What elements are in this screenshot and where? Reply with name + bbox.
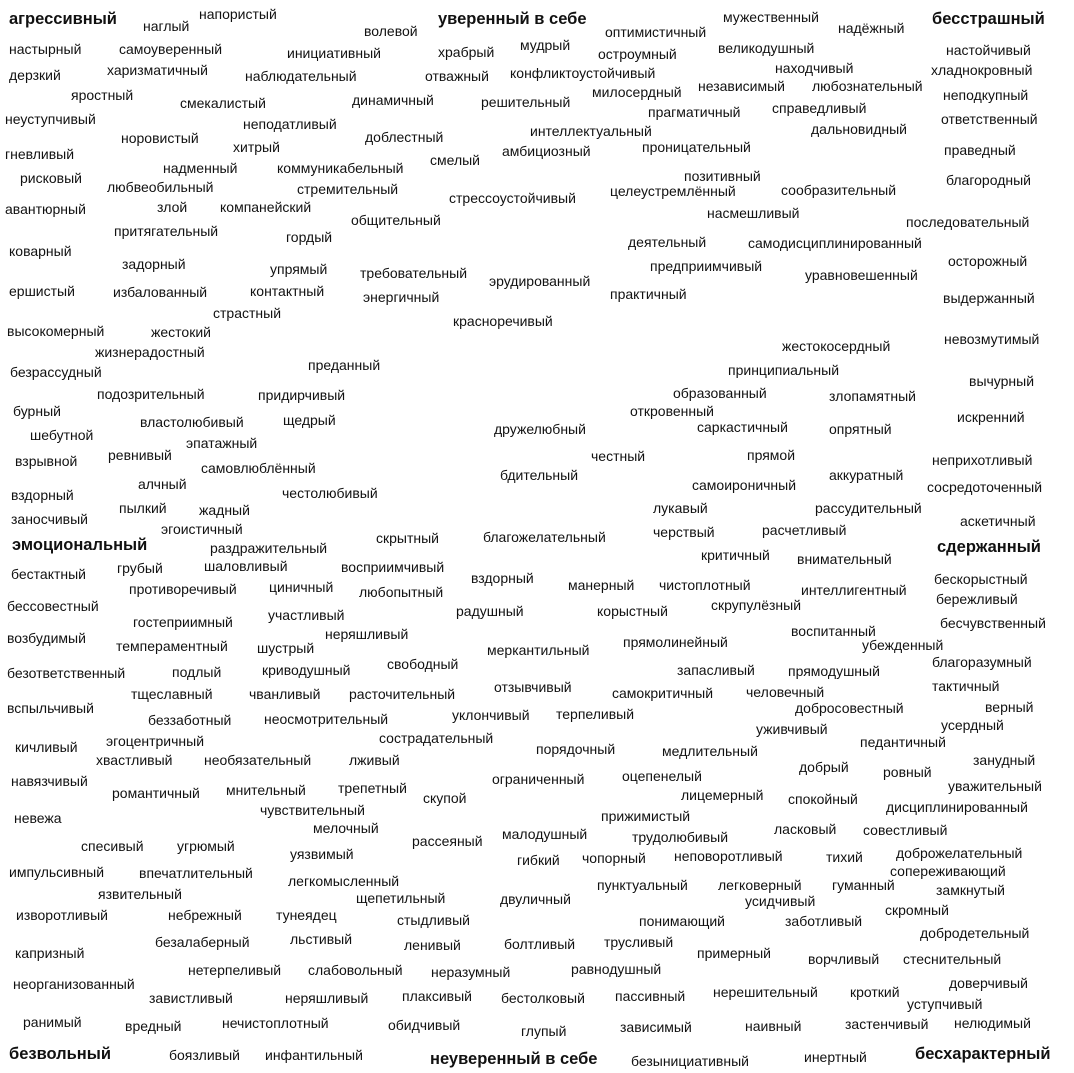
trait-word: ершистый xyxy=(9,283,75,299)
trait-word: проницательный xyxy=(642,139,751,155)
trait-word: уравновешенный xyxy=(805,267,918,283)
trait-word: справедливый xyxy=(772,100,867,116)
trait-word: прямодушный xyxy=(788,663,880,679)
trait-word: алчный xyxy=(138,476,187,492)
trait-word: сообразительный xyxy=(781,182,897,198)
trait-word: заносчивый xyxy=(11,511,88,527)
trait-word: участливый xyxy=(268,607,345,623)
trait-word: ровный xyxy=(883,764,932,780)
trait-word: интеллектуальный xyxy=(530,123,652,139)
trait-word: практичный xyxy=(610,286,687,302)
trait-word: инициативный xyxy=(287,45,381,61)
trait-word: совестливый xyxy=(863,822,948,838)
trait-word: гостеприимный xyxy=(133,614,233,630)
corner-label-bottom-right: бесхарактерный xyxy=(915,1045,1051,1063)
trait-word: саркастичный xyxy=(697,419,788,435)
trait-word: воспитанный xyxy=(791,623,876,639)
trait-word: образованный xyxy=(673,385,767,401)
trait-word: настырный xyxy=(9,41,82,57)
trait-word: рисковый xyxy=(20,170,82,186)
trait-word: неприхотливый xyxy=(932,452,1033,468)
trait-word: нелюдимый xyxy=(954,1015,1031,1031)
trait-word: безответственный xyxy=(7,665,126,681)
trait-word: осторожный xyxy=(948,253,1028,269)
trait-word: плаксивый xyxy=(402,988,472,1004)
trait-word: добросовестный xyxy=(795,700,904,716)
trait-word: уклончивый xyxy=(452,707,530,723)
corner-label-middle-left: эмоциональный xyxy=(12,536,148,554)
trait-word: пылкий xyxy=(119,500,167,516)
trait-word: понимающий xyxy=(639,913,725,929)
trait-word: милосердный xyxy=(592,84,682,100)
trait-word: эгоцентричный xyxy=(106,733,205,749)
trait-word: придирчивый xyxy=(258,387,346,403)
trait-word: завистливый xyxy=(149,990,233,1006)
trait-word: равнодушный xyxy=(571,961,662,977)
trait-word: безрассудный xyxy=(10,364,102,380)
trait-word: прямой xyxy=(747,447,796,463)
trait-word: неряшливый xyxy=(325,626,409,642)
trait-word: противоречивый xyxy=(129,581,237,597)
trait-word: пассивный xyxy=(615,988,686,1004)
trait-word: глупый xyxy=(521,1023,567,1039)
trait-word: остроумный xyxy=(598,46,677,62)
trait-word: рассеяный xyxy=(412,833,483,849)
trait-word: легковерный xyxy=(718,877,802,893)
trait-word: неорганизованный xyxy=(13,976,135,992)
trait-word: примерный xyxy=(697,945,771,961)
trait-word: взрывной xyxy=(15,453,78,469)
trait-word: застенчивый xyxy=(845,1016,929,1032)
trait-word: коммуникабельный xyxy=(277,160,404,176)
trait-word: уживчивый xyxy=(756,721,828,737)
trait-word: скрытный xyxy=(376,530,439,546)
trait-word: неразумный xyxy=(431,964,511,980)
trait-word: тихий xyxy=(826,849,863,865)
trait-word: прагматичный xyxy=(648,104,741,120)
trait-word: скупой xyxy=(423,790,467,806)
trait-word: инфантильный xyxy=(265,1047,363,1063)
trait-word: необязательный xyxy=(204,752,312,768)
trait-word: невежа xyxy=(14,810,62,826)
trait-word: импульсивный xyxy=(9,864,105,880)
trait-word: яростный xyxy=(71,87,134,103)
trait-word: подозрительный xyxy=(97,386,205,402)
trait-word: жизнерадостный xyxy=(95,344,205,360)
trait-word: подлый xyxy=(172,664,222,680)
trait-word: высокомерный xyxy=(7,323,105,339)
trait-word: бессовестный xyxy=(7,598,99,614)
trait-word: гуманный xyxy=(832,877,895,893)
trait-word: притягательный xyxy=(114,223,219,239)
trait-word: компанейский xyxy=(220,199,312,215)
trait-word: щепетильный xyxy=(356,890,446,906)
trait-word: угрюмый xyxy=(177,838,235,854)
trait-word: мудрый xyxy=(520,37,571,53)
trait-word: рассудительный xyxy=(815,500,922,516)
trait-word: восприимчивый xyxy=(341,559,445,575)
trait-word: дружелюбный xyxy=(494,421,586,437)
trait-word: беззаботный xyxy=(148,712,232,728)
trait-word: лицемерный xyxy=(681,787,764,803)
trait-word: трудолюбивый xyxy=(632,829,729,845)
trait-word: двуличный xyxy=(500,891,571,907)
trait-word: шустрый xyxy=(257,640,315,656)
trait-word: праведный xyxy=(944,142,1016,158)
trait-word: нечистоплотный xyxy=(222,1015,329,1031)
trait-word: скромный xyxy=(885,902,949,918)
trait-word: кроткий xyxy=(850,984,900,1000)
trait-word: скрупулёзный xyxy=(711,597,802,613)
trait-word: возбудимый xyxy=(7,630,86,646)
trait-word: терпеливый xyxy=(556,706,635,722)
trait-word: бдительный xyxy=(500,467,579,483)
trait-word: наивный xyxy=(745,1018,802,1034)
trait-word: независимый xyxy=(698,78,786,94)
trait-word: самокритичный xyxy=(612,685,714,701)
trait-word: надменный xyxy=(163,160,238,176)
trait-word: ласковый xyxy=(774,821,837,837)
trait-word: малодушный xyxy=(502,826,588,842)
trait-word: любознательный xyxy=(812,78,923,94)
trait-word: мнительный xyxy=(226,782,306,798)
trait-word: гордый xyxy=(286,229,333,245)
trait-word: благожелательный xyxy=(483,529,606,545)
trait-word: благородный xyxy=(946,172,1031,188)
trait-word: смекалистый xyxy=(180,95,266,111)
trait-word: медлительный xyxy=(662,743,758,759)
trait-word: расчетливый xyxy=(762,522,847,538)
trait-word: тщеславный xyxy=(131,686,213,702)
trait-word: кичливый xyxy=(15,739,78,755)
trait-word: неосмотрительный xyxy=(264,711,389,727)
trait-word: верный xyxy=(985,699,1034,715)
trait-word: неподкупный xyxy=(943,87,1029,103)
trait-word: небрежный xyxy=(168,907,242,923)
trait-word: отважный xyxy=(425,68,489,84)
trait-word: целеустремлённый xyxy=(610,183,736,199)
trait-word: норовистый xyxy=(121,130,199,146)
trait-word: благоразумный xyxy=(932,654,1032,670)
trait-word: лживый xyxy=(349,752,400,768)
trait-word: нетерпеливый xyxy=(188,962,282,978)
trait-word: расточительный xyxy=(349,686,456,702)
trait-word: позитивный xyxy=(684,168,761,184)
corner-label-top-left: агрессивный xyxy=(9,10,117,28)
trait-word: деятельный xyxy=(628,234,707,250)
trait-word: темпераментный xyxy=(116,638,228,654)
trait-word: романтичный xyxy=(112,785,200,801)
trait-word: последовательный xyxy=(906,214,1030,230)
trait-word: стрессоустойчивый xyxy=(449,190,576,206)
trait-word: находчивый xyxy=(775,60,854,76)
trait-word: конфликтоустойчивый xyxy=(510,65,656,81)
trait-word: грубый xyxy=(117,560,163,576)
trait-word: неуступчивый xyxy=(5,111,96,127)
trait-word: спесивый xyxy=(81,838,144,854)
trait-word: стремительный xyxy=(297,181,399,197)
trait-word: бережливый xyxy=(936,591,1018,607)
trait-word: щедрый xyxy=(283,412,336,428)
trait-word: выдержанный xyxy=(943,290,1035,306)
trait-word: преданный xyxy=(308,357,381,373)
trait-word: ответственный xyxy=(941,111,1038,127)
trait-word: бестолковый xyxy=(501,990,585,1006)
corner-label-bottom-left: безвольный xyxy=(9,1045,111,1063)
trait-word: инертный xyxy=(804,1049,867,1065)
trait-word: стыдливый xyxy=(397,912,470,928)
trait-word: жадный xyxy=(199,502,250,518)
trait-word: доблестный xyxy=(365,129,444,145)
trait-word: откровенный xyxy=(630,403,714,419)
trait-word: ранимый xyxy=(23,1014,82,1030)
trait-word: добрый xyxy=(799,759,849,775)
trait-word: хвастливый xyxy=(96,752,173,768)
trait-word: амбициозный xyxy=(502,143,591,159)
trait-word: хладнокровный xyxy=(931,62,1033,78)
trait-word: уязвимый xyxy=(290,846,354,862)
trait-word: эпатажный xyxy=(186,435,258,451)
trait-word: вздорный xyxy=(471,570,534,586)
trait-word: вспыльчивый xyxy=(7,700,94,716)
trait-word: меркантильный xyxy=(487,642,590,658)
trait-word: занудный xyxy=(973,752,1036,768)
trait-word: язвительный xyxy=(98,886,182,902)
trait-word: усердный xyxy=(941,717,1004,733)
trait-word: пунктуальный xyxy=(597,877,688,893)
trait-word: черствый xyxy=(653,524,715,540)
trait-word: изворотливый xyxy=(16,907,108,923)
trait-word: самовлюблённый xyxy=(201,460,316,476)
trait-word: великодушный xyxy=(718,40,815,56)
trait-word: контактный xyxy=(250,283,325,299)
trait-word: гибкий xyxy=(517,852,560,868)
trait-word: властолюбивый xyxy=(140,414,244,430)
trait-word: принципиальный xyxy=(728,362,840,378)
trait-word: уважительный xyxy=(948,778,1042,794)
trait-word: убежденный xyxy=(862,637,944,653)
trait-word: капризный xyxy=(15,945,85,961)
trait-word: бестактный xyxy=(11,566,86,582)
trait-word: ленивый xyxy=(404,937,461,953)
trait-word: замкнутый xyxy=(936,882,1005,898)
corner-label-bottom-center: неуверенный в себе xyxy=(430,1050,598,1068)
trait-word: смелый xyxy=(430,152,480,168)
trait-word: сопереживающий xyxy=(890,863,1006,879)
trait-word: оптимистичный xyxy=(605,24,707,40)
trait-word: лукавый xyxy=(653,500,708,516)
trait-word: нерешительный xyxy=(713,984,818,1000)
trait-word: критичный xyxy=(701,547,770,563)
trait-word: энергичный xyxy=(363,289,440,305)
trait-word: криводушный xyxy=(262,662,351,678)
trait-word: общительный xyxy=(351,212,441,228)
trait-word: прямолинейный xyxy=(623,634,728,650)
trait-word: надёжный xyxy=(838,20,905,36)
trait-word: самодисциплинированный xyxy=(748,235,922,251)
trait-word: дальновидный xyxy=(811,121,907,137)
trait-word: неподатливый xyxy=(243,116,337,132)
trait-word: насмешливый xyxy=(707,205,800,221)
trait-word: авантюрный xyxy=(5,201,86,217)
trait-word: наблюдательный xyxy=(245,68,357,84)
trait-word: волевой xyxy=(364,23,418,39)
trait-word: боязливый xyxy=(169,1047,240,1063)
trait-word: педантичный xyxy=(860,734,946,750)
trait-word: оцепенелый xyxy=(622,768,702,784)
trait-word: запасливый xyxy=(677,662,755,678)
trait-word: мужественный xyxy=(723,9,819,25)
trait-word: доброжелательный xyxy=(896,845,1023,861)
trait-word: требовательный xyxy=(360,265,468,281)
trait-word: вредный xyxy=(125,1018,182,1034)
trait-word: вздорный xyxy=(11,487,74,503)
trait-word: коварный xyxy=(9,243,72,259)
trait-word: чистоплотный xyxy=(659,577,751,593)
trait-word: бурный xyxy=(13,403,61,419)
trait-word: любвеобильный xyxy=(107,179,214,195)
trait-word: заботливый xyxy=(785,913,863,929)
trait-word: прижимистый xyxy=(601,808,691,824)
trait-word: напористый xyxy=(199,6,277,22)
trait-word: раздражительный xyxy=(210,540,328,556)
trait-word: болтливый xyxy=(504,936,576,952)
trait-word: злой xyxy=(157,199,188,215)
trait-word: безынициативный xyxy=(631,1053,749,1069)
trait-word: зависимый xyxy=(620,1019,692,1035)
trait-word: ревнивый xyxy=(108,447,172,463)
trait-word: аккуратный xyxy=(829,467,904,483)
trait-word: слабовольный xyxy=(308,962,403,978)
trait-word: сострадательный xyxy=(379,730,494,746)
trait-word: спокойный xyxy=(788,791,858,807)
trait-word: жестокосердный xyxy=(782,338,891,354)
trait-word: циничный xyxy=(269,579,334,595)
trait-word: бескорыстный xyxy=(934,571,1028,587)
trait-word: решительный xyxy=(481,94,571,110)
trait-word: упрямый xyxy=(270,261,328,277)
trait-word: аскетичный xyxy=(960,513,1036,529)
trait-word: эрудированный xyxy=(489,273,591,289)
trait-word: тактичный xyxy=(932,678,1000,694)
trait-word: настойчивый xyxy=(946,42,1031,58)
trait-word: усидчивый xyxy=(745,893,816,909)
trait-word: ворчливый xyxy=(808,951,880,967)
trait-word: сосредоточенный xyxy=(927,479,1043,495)
trait-word: невозмутимый xyxy=(944,331,1040,347)
trait-word: трусливый xyxy=(604,934,674,950)
trait-word: бесчувственный xyxy=(940,615,1046,631)
trait-word: самоуверенный xyxy=(119,41,223,57)
trait-word: предприимчивый xyxy=(650,258,763,274)
trait-word: неповоротливый xyxy=(674,848,783,864)
trait-word: корыстный xyxy=(597,603,668,619)
trait-word: мелочный xyxy=(313,820,379,836)
trait-word: хитрый xyxy=(233,139,280,155)
trait-word: уступчивый xyxy=(907,996,983,1012)
trait-word: человечный xyxy=(746,684,825,700)
trait-word: обидчивый xyxy=(388,1017,461,1033)
trait-word: гневливый xyxy=(5,146,75,162)
trait-word: манерный xyxy=(568,577,635,593)
trait-word: страстный xyxy=(213,305,282,321)
trait-word: навязчивый xyxy=(11,773,88,789)
trait-word: злопамятный xyxy=(829,388,916,404)
trait-word: тунеядец xyxy=(276,907,337,923)
trait-word: жестокий xyxy=(151,324,211,340)
trait-word: порядочный xyxy=(536,741,616,757)
trait-word: ограниченный xyxy=(492,771,585,787)
corner-label-top-center: уверенный в себе xyxy=(438,10,587,28)
trait-word: интеллигентный xyxy=(801,582,907,598)
trait-word: отзывчивый xyxy=(494,679,572,695)
trait-word: легкомысленный xyxy=(288,873,400,889)
trait-word: трепетный xyxy=(338,780,407,796)
trait-word: чувствительный xyxy=(260,802,365,818)
trait-word: стеснительный xyxy=(903,951,1002,967)
trait-word: красноречивый xyxy=(453,313,553,329)
trait-word: задорный xyxy=(122,256,186,272)
trait-word: любопытный xyxy=(359,584,444,600)
trait-word: доверчивый xyxy=(949,975,1028,991)
corner-label-top-right: бесстрашный xyxy=(932,10,1045,28)
trait-word: радушный xyxy=(456,603,524,619)
trait-word: искренний xyxy=(957,409,1025,425)
trait-word: впечатлительный xyxy=(139,865,253,881)
trait-word: честный xyxy=(591,448,646,464)
corner-label-middle-right: сдержанный xyxy=(937,538,1041,556)
trait-word: вычурный xyxy=(969,373,1035,389)
trait-word: льстивый xyxy=(290,931,353,947)
trait-word: чванливый xyxy=(249,686,321,702)
trait-word: храбрый xyxy=(438,44,495,60)
trait-word: опрятный xyxy=(829,421,892,437)
trait-word: эгоистичный xyxy=(161,521,243,537)
trait-word: неряшливый xyxy=(285,990,369,1006)
trait-word: шебутной xyxy=(30,427,94,443)
trait-word: дерзкий xyxy=(9,67,61,83)
trait-word: избалованный xyxy=(113,284,208,300)
trait-word: самоироничный xyxy=(692,477,797,493)
trait-word: честолюбивый xyxy=(282,485,378,501)
trait-word: харизматичный xyxy=(107,62,208,78)
trait-word: чопорный xyxy=(582,850,646,866)
trait-word: шаловливый xyxy=(204,558,288,574)
trait-word: наглый xyxy=(143,18,190,34)
trait-word: дисциплинированный xyxy=(886,799,1028,815)
trait-word: свободный xyxy=(387,656,459,672)
trait-word: внимательный xyxy=(797,551,892,567)
trait-word: добродетельный xyxy=(920,925,1030,941)
trait-word: динамичный xyxy=(352,92,434,108)
trait-word: безалаберный xyxy=(155,934,250,950)
